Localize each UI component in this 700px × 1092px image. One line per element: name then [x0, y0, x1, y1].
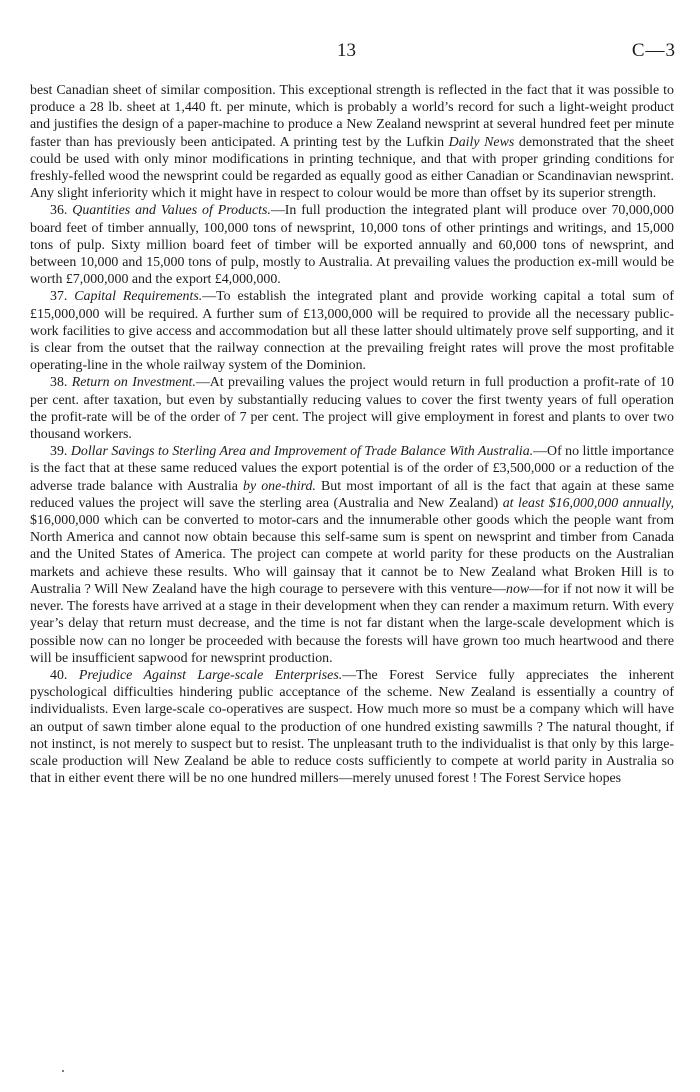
- section-heading: Prejudice Against Large-scale Enterprises.: [78, 667, 343, 683]
- section-body: —The Forest Service fully appreciates the inherent pyschological difficulties hindering public acceptance of the scheme. New Zealand is essentially a country of individualists. Even large-scale co-operatives are suspect. How much more so must be a company which will have an output of sawn timber alone equal to the production of one hundred existing sawmills ? The natural thought, if not instinct, is not merely to suspect but to resist. The unpleasant truth to the individualist is that only by this large-scale production will New Zealand be able to reduce costs sufficiently to compete at world parity in Australia so that in either event there will be no one hundred millers—merely unused forest ! The Forest Service hopes: [30, 667, 675, 787]
- section-number: 39.: [50, 444, 71, 460]
- continued-paragraph: [30, 82, 674, 202]
- section-body: —for if not now it will be never. The forests have arrived at a stage in their development when they can render a maximum return. With every year’s delay that return must decrease, and the time is not far distant when the large-scale development which is possible now can no longer be proceeded with because the forests will have grown too much heartwood and there will be insufficient sapwood for newsprint production.: [30, 581, 674, 666]
- section-body: —In full production the integrated plant will produce over 70,000,000 board feet of timber annually, 100,000 tons of newsprint, 10,000 tons of other printings and writings, and 15,000 tons of pulp. Sixty million board feet of timber will be exported annually and 60,000 tons of newsprint, and between 10,000 and 15,000 tons of pulp, mostly to Australia. At prevailing values the production ex-mill would be worth £7,000,000 and the export £4,000,000.: [30, 203, 674, 288]
- section-number: 36.: [50, 203, 73, 219]
- page-body: [30, 82, 674, 787]
- section-heading: Quantities and Values of Products.: [72, 203, 271, 219]
- section-number: 40.: [50, 667, 79, 683]
- newspaper-title: Daily News: [448, 134, 515, 150]
- emphasis: now: [506, 581, 530, 597]
- section-heading: Dollar Savings to Sterling Area and Improvement of Trade Balance With Australia.: [70, 444, 534, 460]
- section-39: [30, 443, 674, 667]
- section-body: —To establish the integrated plant and provide working capital a total sum of £15,000,000 will be required. A further sum of £13,000,000 will be required to provide all the necessary public-work facilities to give access and accommodation but all these latter should ultimately prove self supporting, and it is clear from the outset that the railway connection at the prevailing freight rates will prove the most profitable operating-line in the whole railway system of the Dominion.: [30, 289, 674, 374]
- section-body: —Of no little importance is the fact that at these same reduced values the export potential is of the order of £3,500,000 or a reduction of the adverse trade balance with Australia: [30, 444, 674, 494]
- page-number: 13: [337, 40, 356, 61]
- section-37: [30, 288, 674, 374]
- section-heading: Capital Requirements.: [74, 289, 203, 305]
- section-body: But most important of all is the fact that again at these same reduced values the project will save the sterling area (Australia and New Zealand): [30, 478, 674, 511]
- section-38: [30, 374, 674, 443]
- document-reference: C—3: [631, 40, 676, 61]
- page-header: [0, 40, 700, 64]
- section-number: 37.: [50, 289, 75, 305]
- section-heading: Return on Investment.: [71, 375, 196, 391]
- section-body: —At prevailing values the project would return in full production a profit-rate of 10 per cent. after taxation, but even by substantially reducing values to cover the first twenty years of full operation the profit-rate will be of the order of 7 per cent. The project will give employment in forest and plants to over two thousand workers.: [30, 375, 674, 443]
- section-body: $16,000,000 which can be converted to motor-cars and the innumerable other goods which the people want from North America and cannot now obtain because this self-same sum is spent on newsprint and timber from Canada and the United States of America. The project can compete at world parity for these products on the Australian markets and achieve these results. Who will gainsay that it cannot be to New Zealand what Broken Hill is to Australia ? Will New Zealand have the high courage to persevere with this venture—: [30, 513, 674, 597]
- print-mark: [62, 1070, 64, 1072]
- emphasis: by one-third.: [243, 478, 316, 494]
- section-36: [30, 202, 674, 288]
- section-number: 38.: [50, 375, 72, 391]
- paragraph-text: best Canadian sheet of similar composition. This exceptional strength is reflected in the fact that it was possible to produce a 28 lb. sheet at 1,440 ft. per minute, which is probably a world’s record for such a light-weight product and justifies the design of a paper-machine to produce a New Zealand newsprint at several hundred feet per minute faster than has previously been anticipated. A printing test by the Lufkin: [30, 83, 674, 150]
- section-40: [30, 667, 674, 787]
- emphasis: at least $16,000,000 annually,: [502, 495, 674, 511]
- paragraph-text: demonstrated that the sheet could be used with only minor modifications in printing technique, and that with proper grinding conditions for freshly-felled wood the newsprint could be regarded as equally good as either Canadian or Scandinavian newsprint. Any slight inferiority which it might have in respect to colour would be more than offset by its superior strength.: [30, 134, 674, 202]
